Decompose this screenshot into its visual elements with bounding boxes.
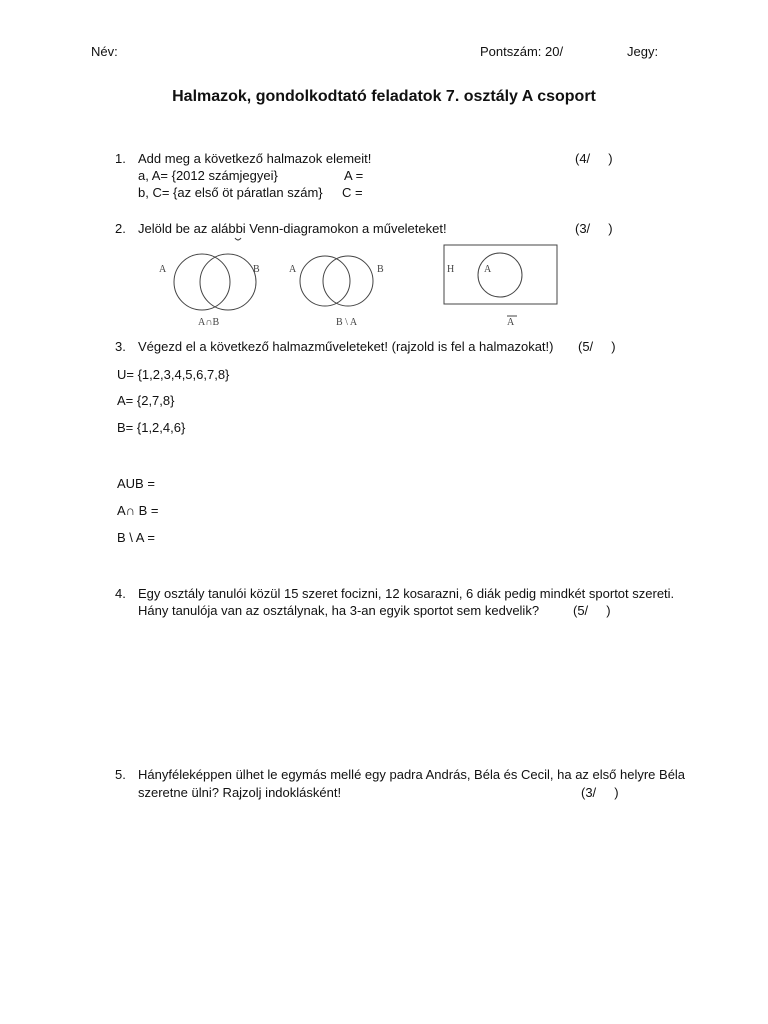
q1-line-a: a, A= {2012 számjegyei} bbox=[138, 168, 278, 183]
q4-number: 4. bbox=[115, 586, 126, 601]
q3-op-difference: B \ A = bbox=[117, 530, 155, 545]
q5-number: 5. bbox=[115, 767, 126, 782]
q4-points: (5/ ) bbox=[573, 603, 611, 618]
venn-circle-b bbox=[323, 256, 373, 306]
q1-line-a-answer: A = bbox=[344, 168, 364, 183]
q3-number: 3. bbox=[115, 339, 126, 354]
q3-points: (5/ ) bbox=[578, 339, 616, 354]
q5-line2: szeretne ülni? Rajzolj indoklásként! bbox=[138, 785, 342, 800]
q2-text: Jelöld be az alábbi Venn-diagramokon a műveleteket! bbox=[138, 221, 447, 236]
q3-set-u: U= {1,2,3,4,5,6,7,8} bbox=[117, 367, 230, 382]
q1-line-b-answer: C = bbox=[342, 185, 363, 200]
q3-op-union: AUB = bbox=[117, 476, 155, 491]
venn-circle-b bbox=[200, 254, 256, 310]
q4-line1: Egy osztály tanulói közül 15 szeret focizni, 12 kosarazni, 6 diák pedig mindkét sportot szereti. bbox=[138, 586, 675, 601]
venn-circle-a bbox=[478, 253, 522, 297]
venn-circle-a bbox=[174, 254, 230, 310]
name-label: Név: bbox=[91, 44, 118, 59]
venn-diagram-complement bbox=[444, 245, 557, 328]
venn3-label-a: A bbox=[484, 264, 492, 275]
q3-text: Végezd el a következő halmazműveleteket! (rajzold is fel a halmazokat!) bbox=[138, 339, 554, 354]
q2-number: 2. bbox=[115, 221, 126, 236]
venn1-label-a: A bbox=[159, 264, 167, 275]
q3-set-a: A= {2,7,8} bbox=[117, 393, 175, 408]
score-label: Pontszám: 20/ bbox=[480, 44, 564, 59]
venn-diagram-difference bbox=[289, 256, 384, 328]
q1-number: 1. bbox=[115, 151, 126, 166]
venn1-caption: A∩B bbox=[198, 317, 220, 328]
grade-label: Jegy: bbox=[627, 44, 659, 59]
q5-line1: Hányféleképpen ülhet le egymás mellé egy padra András, Béla és Cecil, ha az első helyre Béla bbox=[138, 767, 686, 782]
venn3-caption: A bbox=[507, 317, 515, 328]
q2-points: (3/ ) bbox=[575, 221, 613, 236]
venn3-label-h: H bbox=[447, 264, 455, 275]
venn-diagrams bbox=[140, 236, 580, 331]
q3-set-b: B= {1,2,4,6} bbox=[117, 420, 186, 435]
q5-points: (3/ ) bbox=[581, 785, 619, 800]
q1-line-b: b, C= {az első öt páratlan szám} bbox=[138, 185, 323, 200]
venn1-label-b: B bbox=[253, 264, 260, 275]
venn2-caption: B \ A bbox=[336, 317, 358, 328]
q1-text: Add meg a következő halmazok elemeit! bbox=[138, 151, 372, 166]
venn-circle-a bbox=[300, 256, 350, 306]
venn2-label-b: B bbox=[377, 264, 384, 275]
universe-rectangle bbox=[444, 245, 557, 304]
page-title: Halmazok, gondolkodtató feladatok 7. osztály A csoport bbox=[172, 88, 596, 105]
venn-diagram-intersection bbox=[159, 254, 260, 328]
q1-points: (4/ ) bbox=[575, 151, 613, 166]
venn2-label-a: A bbox=[289, 264, 297, 275]
q3-op-intersection: A∩ B = bbox=[117, 503, 159, 518]
q4-line2: Hány tanulója van az osztálynak, ha 3-an egyik sportot sem kedvelik? bbox=[138, 603, 540, 618]
